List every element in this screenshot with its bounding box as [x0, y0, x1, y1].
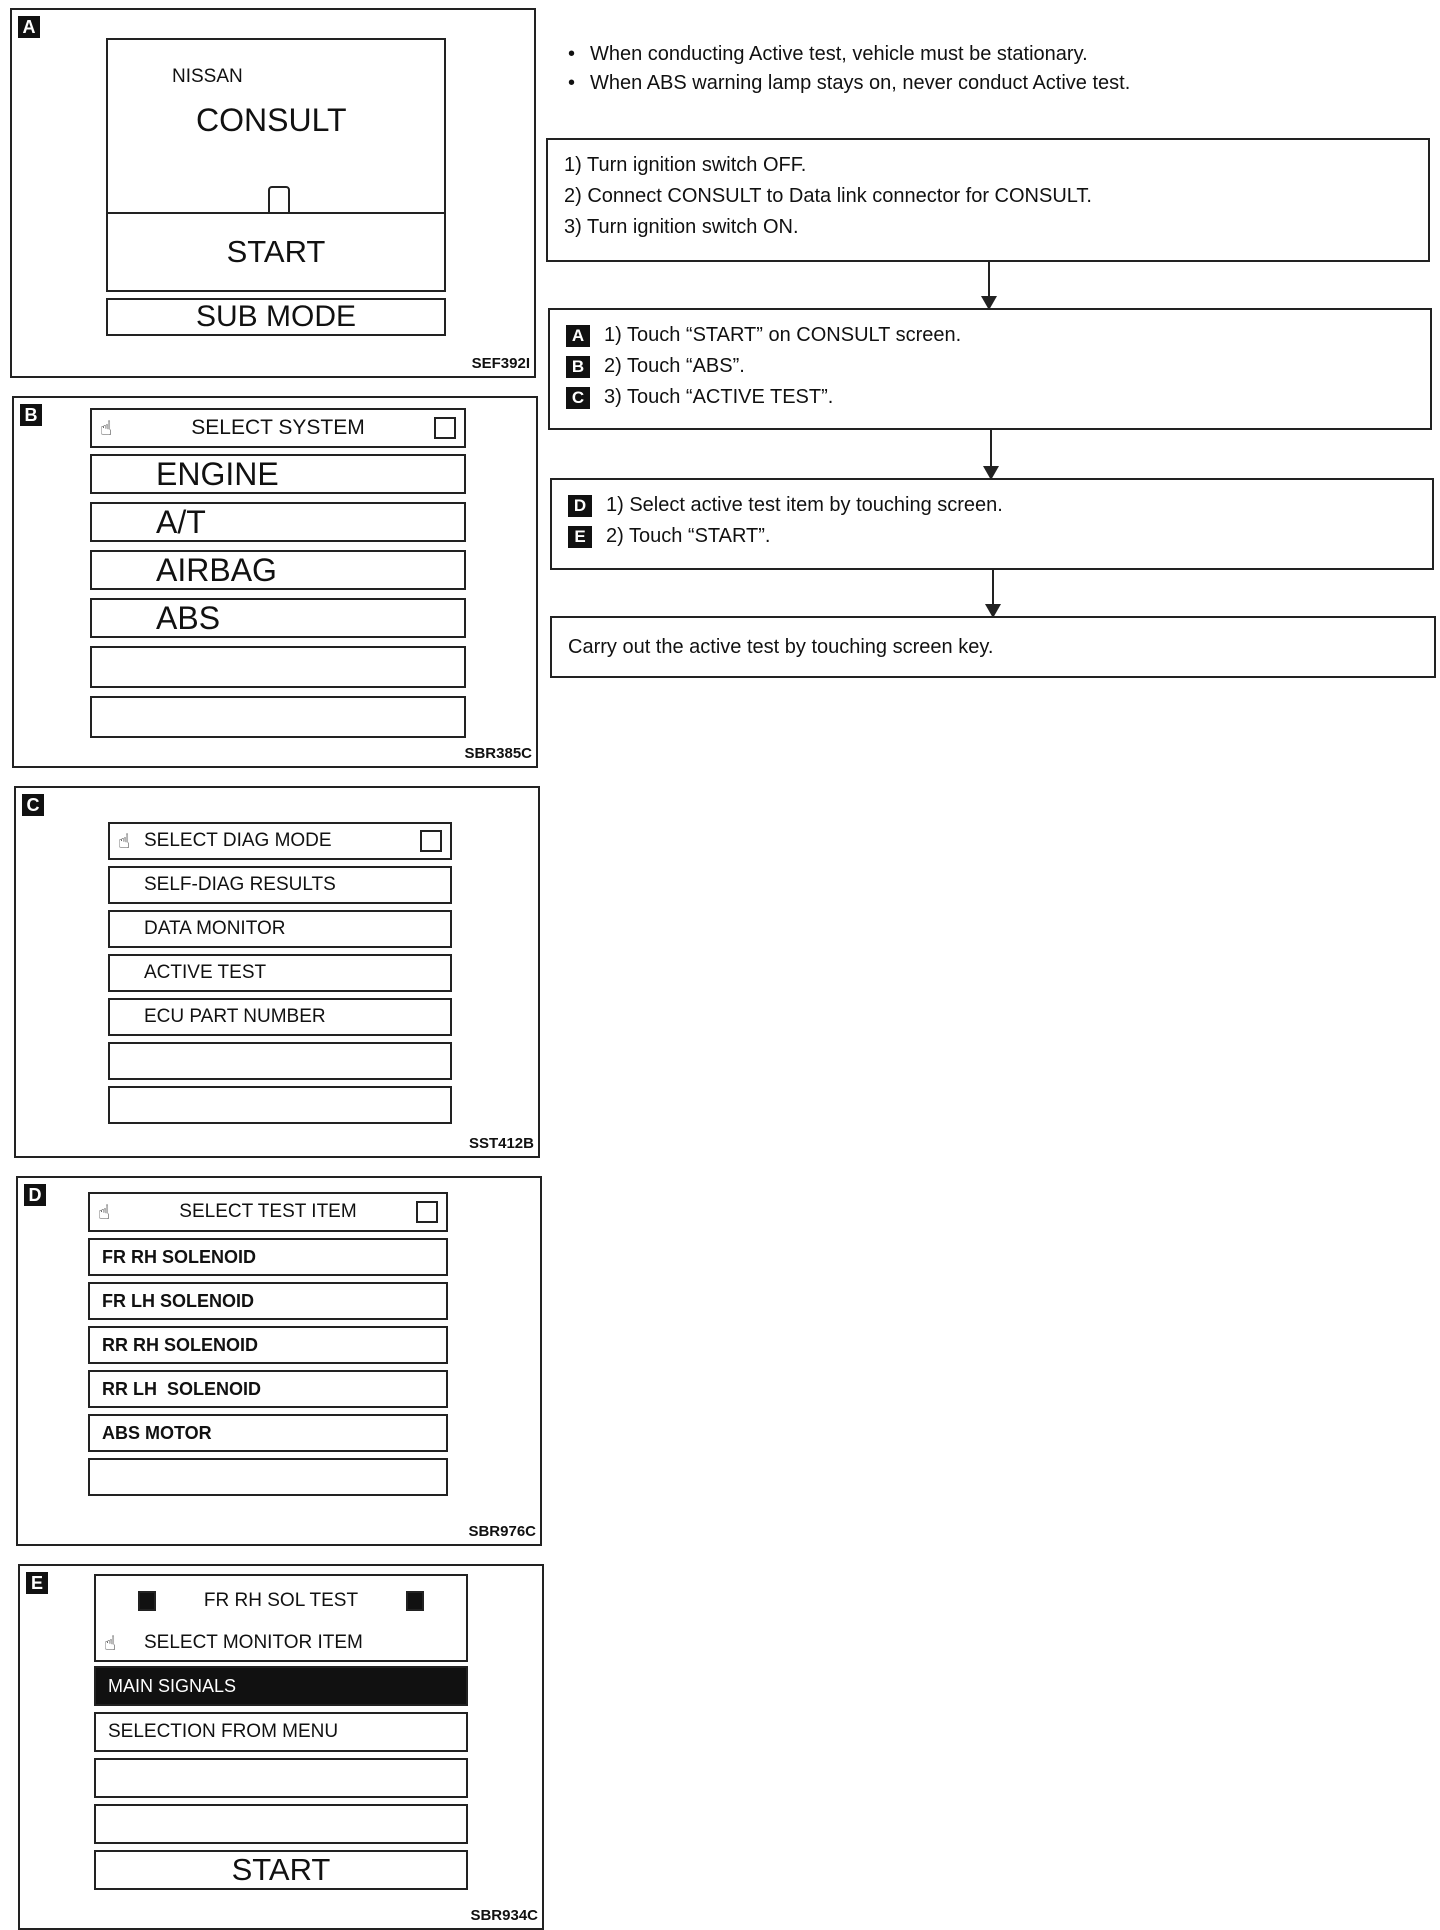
- step-text: 3) Turn ignition switch ON.: [564, 216, 799, 238]
- system-item-abs[interactable]: [90, 598, 466, 638]
- item-label: SELF-DIAG RESULTS: [144, 874, 336, 895]
- panel-d: [16, 1176, 542, 1546]
- monitor-header-row: [96, 1628, 466, 1658]
- item-label: DATA MONITOR: [144, 918, 286, 939]
- header-title: SELECT DIAG MODE: [144, 830, 332, 851]
- step-line: [566, 382, 1414, 413]
- start-button[interactable]: [94, 1850, 468, 1890]
- step-text: 1) Turn ignition switch OFF.: [564, 154, 807, 176]
- step-line: [568, 490, 1416, 521]
- sub-mode-label: SUB MODE: [195, 300, 357, 333]
- step-box-4: [550, 616, 1436, 678]
- item-label: MAIN SIGNALS: [108, 1675, 237, 1696]
- select-system-header: [90, 408, 466, 448]
- monitor-item-empty[interactable]: [94, 1758, 468, 1798]
- test-item-abs-motor[interactable]: [88, 1414, 448, 1452]
- system-item-empty[interactable]: [90, 696, 466, 738]
- step-line: [564, 181, 1412, 212]
- figure-code: SST412B: [468, 1135, 534, 1152]
- diag-item-ecu-part[interactable]: [108, 998, 452, 1036]
- panel-c-label: C: [22, 794, 44, 816]
- step-box-3: [550, 478, 1434, 570]
- item-label: AIRBAG: [156, 551, 277, 588]
- system-item-at[interactable]: [90, 502, 466, 542]
- sub-mode-button[interactable]: [106, 298, 446, 336]
- select-test-item-header: [88, 1192, 448, 1232]
- header-title: SELECT TEST ITEM: [179, 1201, 357, 1222]
- consult-title: CONSULT: [196, 102, 347, 138]
- block-icon: [138, 1591, 156, 1611]
- test-title-row: [96, 1584, 466, 1618]
- step-text: 2) Touch “START”.: [606, 525, 771, 547]
- diag-item-active-test[interactable]: [108, 954, 452, 992]
- diag-item-self-diag[interactable]: [108, 866, 452, 904]
- test-item-empty[interactable]: [88, 1458, 448, 1496]
- diag-item-empty[interactable]: [108, 1086, 452, 1124]
- item-label: ACTIVE TEST: [144, 962, 267, 983]
- system-item-airbag[interactable]: [90, 550, 466, 590]
- step-text: 3) Touch “ACTIVE TEST”.: [604, 386, 834, 408]
- step-tag: B: [566, 356, 590, 378]
- test-title: FR RH SOL TEST: [203, 1590, 359, 1611]
- monitor-item-main-signals[interactable]: [94, 1666, 468, 1706]
- figure-code: SEF392I: [471, 355, 530, 372]
- block-icon: [406, 1591, 424, 1611]
- system-item-empty[interactable]: [90, 646, 466, 688]
- diag-item-empty[interactable]: [108, 1042, 452, 1080]
- test-item-rr-lh[interactable]: [88, 1370, 448, 1408]
- step-text: 2) Touch “ABS”.: [604, 355, 745, 377]
- item-label: FR RH SOLENOID: [102, 1246, 257, 1267]
- item-label: SELECTION FROM MENU: [108, 1721, 339, 1742]
- checkbox-icon: [416, 1201, 438, 1223]
- step-line: [568, 521, 1416, 552]
- panel-e-label: E: [26, 1572, 48, 1594]
- item-label: FR LH SOLENOID: [102, 1290, 254, 1311]
- checkbox-icon: [420, 830, 442, 852]
- step-line: [564, 150, 1412, 181]
- item-label: ECU PART NUMBER: [144, 1006, 326, 1027]
- diag-item-data-monitor[interactable]: [108, 910, 452, 948]
- test-item-fr-lh[interactable]: [88, 1282, 448, 1320]
- step-text: 2) Connect CONSULT to Data link connector for CONSULT.: [564, 185, 1092, 207]
- flow-arrow-icon: [992, 570, 994, 616]
- figure-code: SBR934C: [470, 1907, 538, 1924]
- test-item-rr-rh[interactable]: [88, 1326, 448, 1364]
- monitor-item-selection-from-menu[interactable]: [94, 1712, 468, 1752]
- step-text: 1) Touch “START” on CONSULT screen.: [604, 324, 962, 346]
- monitor-item-empty[interactable]: [94, 1804, 468, 1844]
- item-label: RR LH SOLENOID: [102, 1378, 262, 1399]
- flow-arrow-icon: [988, 262, 990, 308]
- panel-c: [14, 786, 540, 1158]
- item-label: A/T: [156, 503, 206, 540]
- nissan-brand: NISSAN: [172, 66, 243, 87]
- start-label: START: [231, 1852, 331, 1887]
- note-item: • When conducting Active test, vehicle must be stationary.: [568, 40, 1130, 69]
- figure-code: SBR385C: [464, 745, 532, 762]
- item-label: RR RH SOLENOID: [102, 1334, 259, 1355]
- hand-pointer-icon: ☝: [104, 1632, 117, 1655]
- step-box-2: [548, 308, 1432, 430]
- item-label: ABS MOTOR: [102, 1422, 212, 1443]
- flow-arrow-icon: [990, 430, 992, 478]
- step-line: [564, 212, 1412, 243]
- step-line: [568, 632, 993, 663]
- step-text: 1) Select active test item by touching screen.: [606, 494, 1003, 516]
- system-item-engine[interactable]: [90, 454, 466, 494]
- step-box-1: [546, 138, 1430, 262]
- panel-b: [12, 396, 538, 768]
- panel-d-label: D: [24, 1184, 46, 1206]
- panel-b-label: B: [20, 404, 42, 426]
- sol-test-header: [94, 1574, 468, 1662]
- step-tag: A: [566, 325, 590, 347]
- checkbox-icon: [434, 417, 456, 439]
- header-title: SELECT MONITOR ITEM: [144, 1632, 363, 1653]
- step-tag: C: [566, 387, 590, 409]
- step-line: [566, 351, 1414, 382]
- hand-pointer-icon: ☝: [100, 417, 113, 440]
- panel-e: [18, 1564, 544, 1930]
- test-item-fr-rh[interactable]: [88, 1238, 448, 1276]
- start-label: START: [226, 234, 326, 269]
- header-title: SELECT SYSTEM: [191, 416, 365, 439]
- hand-pointer-icon: ☝: [118, 830, 131, 853]
- item-label: ENGINE: [156, 455, 279, 492]
- start-button[interactable]: [106, 212, 446, 292]
- step-text: Carry out the active test by touching screen key.: [568, 635, 994, 658]
- select-diag-mode-header: [108, 822, 452, 860]
- panel-a-label: A: [18, 16, 40, 38]
- figure-code: SBR976C: [468, 1523, 536, 1540]
- step-tag: E: [568, 526, 592, 548]
- note-item: • When ABS warning lamp stays on, never conduct Active test.: [568, 69, 1130, 98]
- step-line: [566, 320, 1414, 351]
- precaution-notes: [568, 40, 1130, 98]
- panel-a: [10, 8, 536, 378]
- item-label: ABS: [156, 599, 221, 636]
- step-tag: D: [568, 495, 592, 517]
- hand-pointer-icon: ☝: [98, 1201, 111, 1224]
